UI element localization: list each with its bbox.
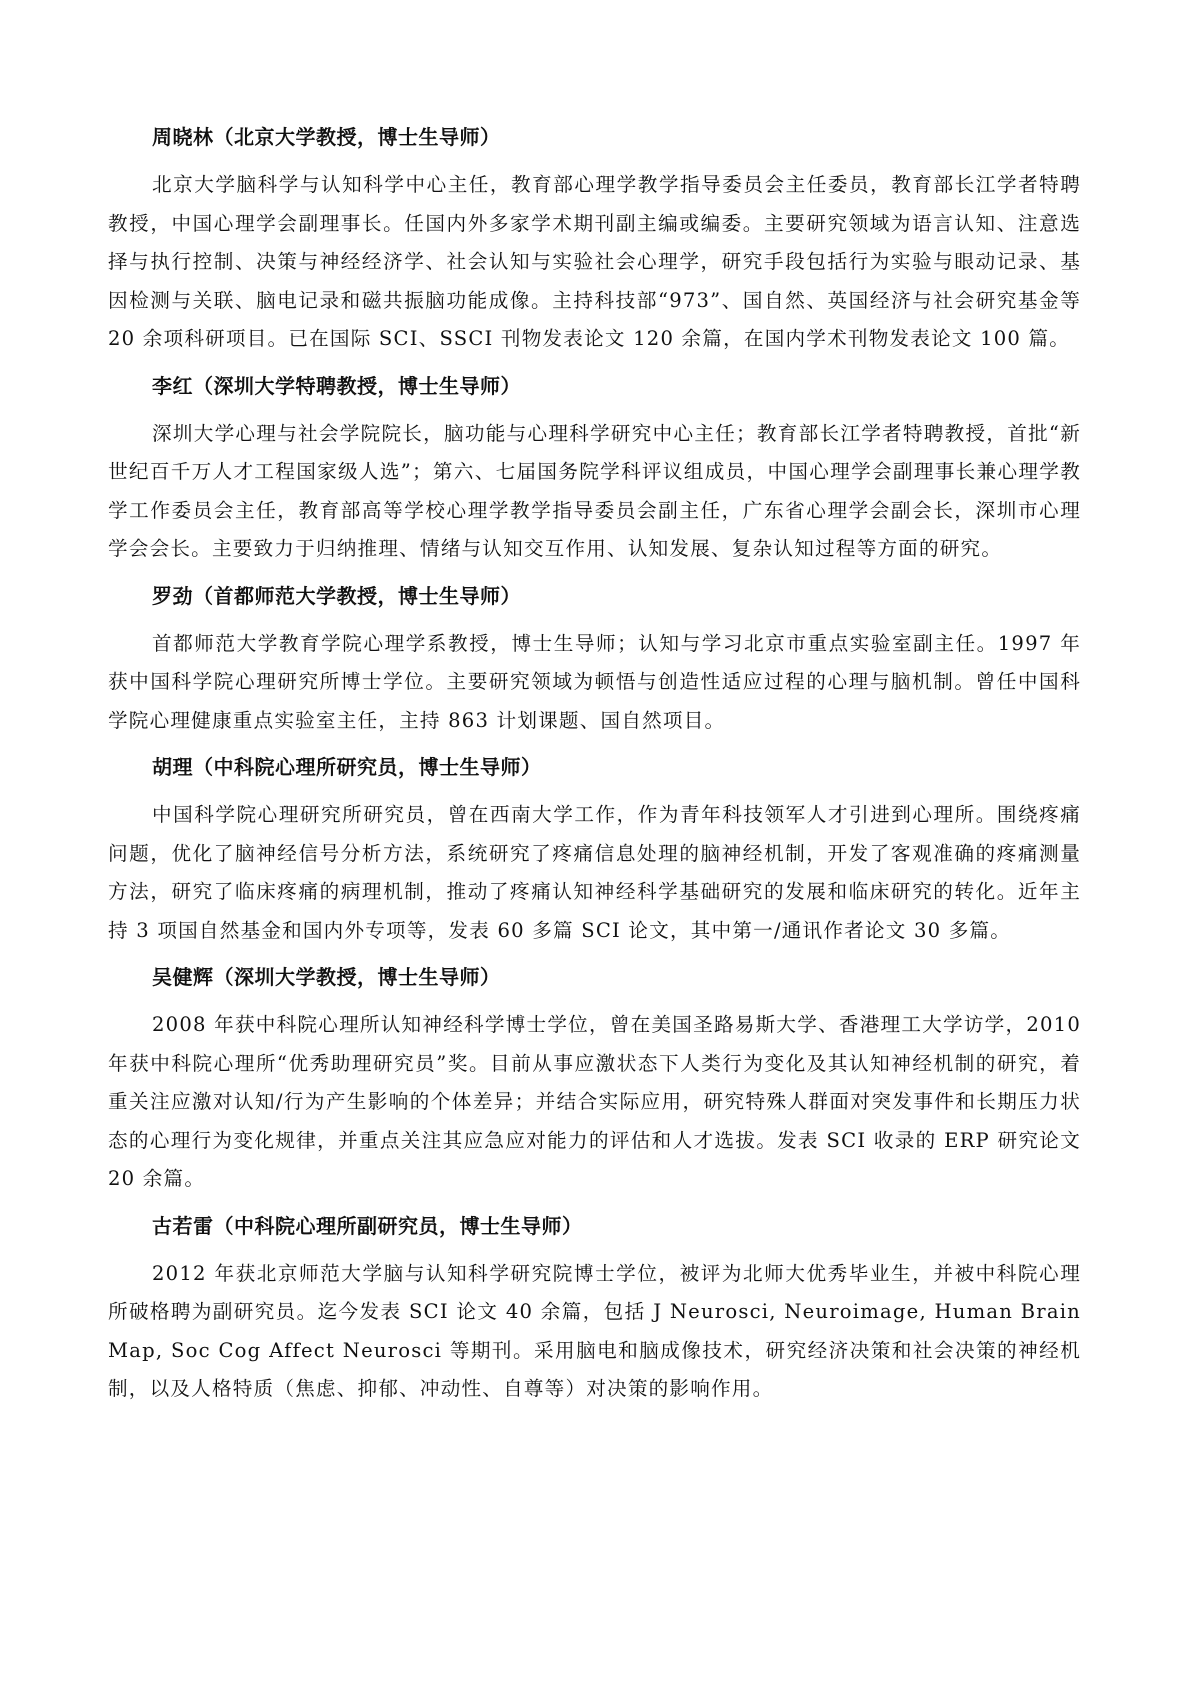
profile-luo-jing <box>108 577 1081 741</box>
section-heading: 李红（深圳大学特聘教授，博士生导师） <box>152 373 521 398</box>
section-heading: 周晓林（北京大学教授，博士生导师） <box>152 125 501 149</box>
section-heading: 胡理（中科院心理所研究员，博士生导师） <box>152 755 542 779</box>
profile-hu-li <box>108 748 1081 950</box>
section-body: 北京大学脑科学与认知科学中心主任，教育部心理学教学指导委员会主任委员，教育部长江学者特聘教授，中国心理学会副理事长。任国内外多家学术期刊副主编或编委。主要研究领域为语言认知、注意选择与执行控制、决策与神经经济学、社会认知与实验社会心理学，研究手段包括行为实验与眼动记录、基因检测与关联、脑电记录和磁共振脑功能成像。主持科技部“973”、国自然、英国经济与社会研究基金等 20 余项科研项目。已在国际 SCI、SSCI 刊物发表论文 120 余篇，在国内学术刊物发表论文 100 篇。 <box>108 173 1081 350</box>
profile-li-hong <box>108 367 1081 569</box>
profile-gu-ruolei <box>108 1207 1081 1409</box>
section-body: 2008 年获中科院心理所认知神经科学博士学位，曾在美国圣路易斯大学、香港理工大学访学，2010 年获中科院心理所“优秀助理研究员”奖。目前从事应激状态下人类行为变化及其认知神经机制的研究，着重关注应激对认知/行为产生影响的个体差异；并结合实际应用，研究特殊人群面对突发事件和长期压力状态的心理行为变化规律，并重点关注其应急应对能力的评估和人才选拔。发表 SCI 收录的 ERP 研究论文 20 余篇。 <box>108 1013 1081 1190</box>
section-body: 首都师范大学教育学院心理学系教授，博士生导师；认知与学习北京市重点实验室副主任。1997 年获中国科学院心理研究所博士学位。主要研究领域为顿悟与创造性适应过程的心理与脑机制。曾任中国科学院心理健康重点实验室主任，主持 863 计划课题、国自然项目。 <box>108 631 1081 732</box>
section-heading: 吴健辉（深圳大学教授，博士生导师） <box>152 965 501 989</box>
section-heading: 罗劲（首都师范大学教授，博士生导师） <box>152 583 521 608</box>
section-body: 2012 年获北京师范大学脑与认知科学研究院博士学位，被评为北师大优秀毕业生，并被中科院心理所破格聘为副研究员。迄今发表 SCI 论文 40 余篇，包括 J Neurosci, Neuroimage, Human Brain Map, Soc Cog Affect Neurosci 等期刊。采用脑电和脑成像技术，研究经济决策和社会决策的神经机制，以及人格特质（焦虑、抑郁、冲动性、自尊等）对决策的影响作用。 <box>108 1261 1081 1400</box>
section-body: 深圳大学心理与社会学院院长，脑功能与心理科学研究中心主任；教育部长江学者特聘教授，首批“新世纪百千万人才工程国家级人选”；第六、七届国务院学科评议组成员，中国心理学会副理事长兼心理学教学工作委员会主任，教育部高等学校心理学教学指导委员会副主任，广东省心理学会副会长，深圳市心理学会会长。主要致力于归纳推理、情绪与认知交互作用、认知发展、复杂认知过程等方面的研究。 <box>108 421 1081 560</box>
section-heading: 古若雷（中科院心理所副研究员，博士生导师） <box>152 1213 583 1238</box>
profile-zhou-xiaolin <box>108 118 1081 359</box>
profile-wu-jianhui <box>108 958 1081 1199</box>
document-page <box>108 118 1081 1417</box>
section-body: 中国科学院心理研究所研究员，曾在西南大学工作，作为青年科技领军人才引进到心理所。围绕疼痛问题，优化了脑神经信号分析方法，系统研究了疼痛信息处理的脑神经机制，开发了客观准确的疼痛测量方法，研究了临床疼痛的病理机制，推动了疼痛认知神经科学基础研究的发展和临床研究的转化。近年主持 3 项国自然基金和国内外专项等，发表 60 多篇 SCI 论文，其中第一/通讯作者论文 30 多篇。 <box>108 803 1081 942</box>
